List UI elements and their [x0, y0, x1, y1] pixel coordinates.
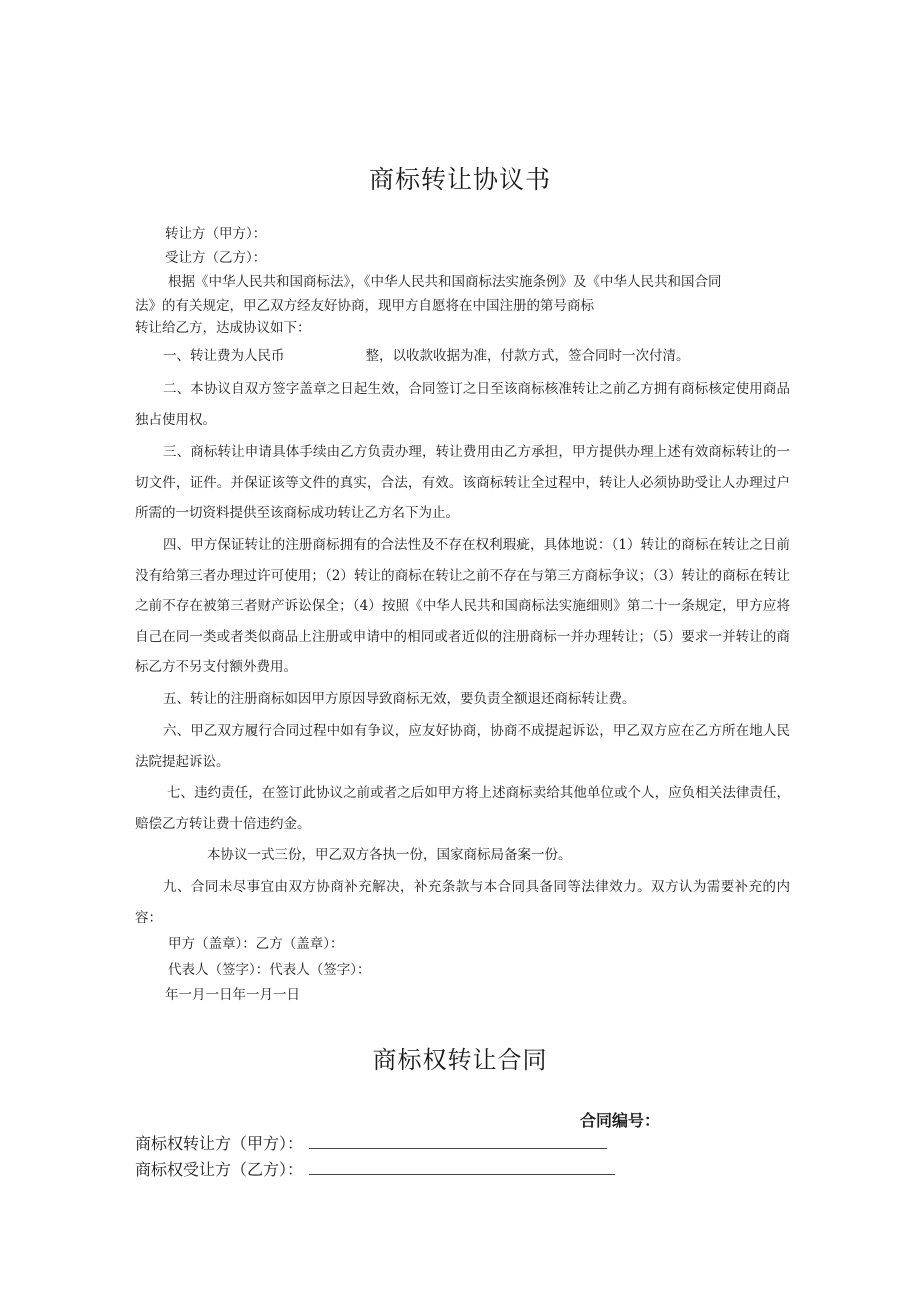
clause-1: 一、转让费为人民币 整，以收款收据为准，付款方式，签合同时一次付清。 [163, 348, 690, 364]
representative-line: 代表人（签字）：代表人（签字）： [168, 962, 371, 978]
basis-line-1: 根据《中华人民共和国商标法》，《中华人民共和国商标法实施条例》及《中华人民共和国合同 [168, 274, 722, 290]
clause-2: 二、本协议自双方签字盖章之日起生效，合同签订之日至该商标核准转让之前乙方拥有商标核定使用商品独占使用权。 [135, 381, 790, 428]
clause-7: 七、违约责任，在签订此协议之前或者之后如甲方将上述商标卖给其他单位或个人，应负相关法律责任，赔偿乙方转让费十倍违约金。 [135, 785, 790, 832]
party-b-blank-line[interactable] [309, 1158, 615, 1175]
date-line: 年一月一日年一月一日 [165, 987, 300, 1003]
contract-number-label: 合同编号： [580, 1111, 661, 1130]
party-b-label: 商标权受让方（乙方）： [135, 1160, 304, 1179]
clause-4: 四、甲方保证转让的注册商标拥有的合法性及不存在权利瑕疵，具体地说：（1）转让的商标在转让之日前没有给第三者办理过许可使用；（2）转让的商标在转让之前不存在与第三方商标争议；（3）转让的商标在转让之前不存在被第三者财产诉讼保全；（4）按照《中华人民共和国商标法实施细则》第二十一条规定，甲方应将自己在同一类或者类似商品上注册或申请中的相同或者近似的注册商标一并办理转让；（5）要求一并转让的商标乙方不另支付额外费用。 [135, 537, 790, 675]
party-b-row [135, 1157, 615, 1180]
copies-clause: 本协议一式三份，甲乙双方各执一份，国家商标局备案一份。 [207, 847, 572, 863]
basis-line-3: 转让给乙方，达成协议如下： [135, 320, 311, 336]
clause-6: 六、甲乙双方履行合同过程中如有争议，应友好协商，协商不成提起诉讼，甲乙双方应在乙方所在地人民法院提起诉讼。 [135, 723, 790, 770]
seal-line: 甲方（盖章）：乙方（盖章）： [168, 936, 344, 952]
clause-3: 三、商标转让申请具体手续由乙方负责办理，转让费用由乙方承担，甲方提供办理上述有效商标转让的一切文件，证件。并保证该等文件的真实，合法，有效。该商标转让全过程中，转让人必须协助受让人办理过户所需的一切资料提供至该商标成功转让乙方名下为止。 [135, 444, 790, 521]
party-a-blank-line[interactable] [309, 1132, 607, 1149]
party-a-label: 商标权转让方（甲方）： [135, 1134, 304, 1153]
party-a-row [135, 1131, 607, 1154]
basis-line-2: 法》的有关规定，甲乙双方经友好协商，现甲方自愿将在中国注册的第号商标 [135, 298, 594, 314]
transferor-line: 转让方（甲方）： [165, 226, 267, 242]
agreement-title: 商标转让协议书 [368, 165, 551, 194]
clause-5: 五、转让的注册商标如因甲方原因导致商标无效，要负责全额退还商标转让费。 [163, 691, 636, 707]
transferee-line: 受让方（乙方）： [165, 250, 267, 266]
clause-9: 九、合同未尽事宜由双方协商补充解决，补充条款与本合同具备同等法律效力。双方认为需要补充的内容： [135, 879, 790, 926]
contract-title: 商标权转让合同 [372, 1046, 548, 1074]
